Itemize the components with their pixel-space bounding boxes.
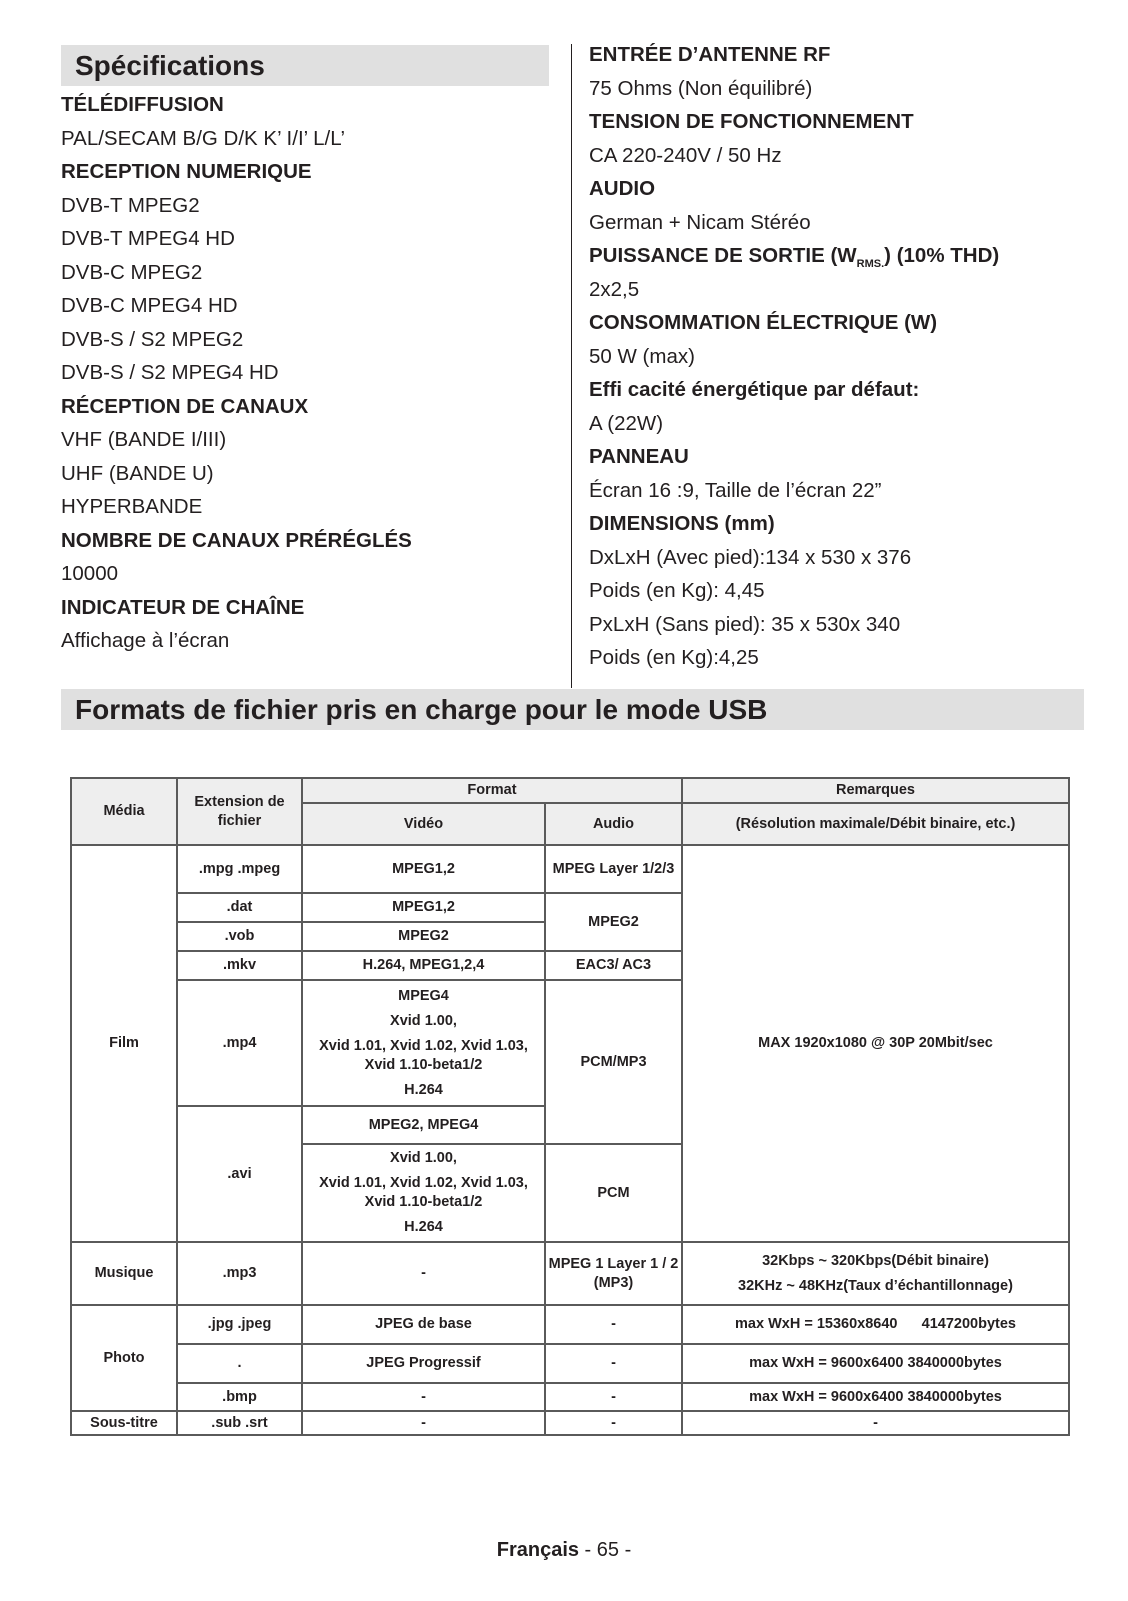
spec-value: PAL/SECAM B/G D/K K’ I/I’ L/L’ xyxy=(61,126,346,150)
header-audio: Audio xyxy=(545,803,682,845)
video-subtitle: - xyxy=(302,1411,545,1435)
remark-film: MAX 1920x1080 @ 30P 20Mbit/sec xyxy=(682,845,1069,1242)
panel-value: Écran 16 :9, Taille de l’écran 22” xyxy=(589,478,882,502)
antenna-value: 75 Ohms (Non équilibré) xyxy=(589,76,813,100)
consumption-value: 50 W (max) xyxy=(589,344,695,368)
dimensions-with-stand: DxLxH (Avec pied):134 x 530 x 376 xyxy=(589,545,912,569)
header-video: Vidéo xyxy=(302,803,545,845)
header-format: Format xyxy=(302,778,682,803)
remark-subtitle: - xyxy=(682,1411,1069,1435)
video-mp4-line: MPEG4 xyxy=(398,987,449,1004)
audio-value: German + Nicam Stéréo xyxy=(589,210,811,234)
spec-label: INDICATEUR DE CHAÎNE xyxy=(61,595,305,619)
voltage-label: TENSION DE FONCTIONNEMENT xyxy=(589,110,914,133)
remark-music-line: 32KHz ~ 48KHz(Taux d’échantillonnage) xyxy=(738,1277,1013,1294)
spec-value: Affichage à l’écran xyxy=(61,629,230,652)
audio-jpg: - xyxy=(545,1305,682,1344)
media-film: Film xyxy=(71,845,177,1242)
extension-bmp: .bmp xyxy=(177,1383,302,1411)
remark-music xyxy=(682,1242,1069,1305)
footer-language: Français xyxy=(496,1539,579,1561)
consumption-label: CONSOMMATION ÉLECTRIQUE (W) xyxy=(589,311,938,334)
specifications-heading: Spécifications xyxy=(61,45,549,86)
remark-progressive: max WxH = 9600x6400 3840000bytes xyxy=(682,1344,1069,1383)
audio-dat-vob: MPEG2 xyxy=(545,893,682,951)
video-avi-line: Xvid 1.00, xyxy=(390,1150,457,1166)
extension-jpg: .jpg .jpeg xyxy=(177,1305,302,1344)
video-vob: MPEG2 xyxy=(302,922,545,951)
video-dat: MPEG1,2 xyxy=(302,893,545,922)
power-output-value: 2x2,5 xyxy=(589,277,640,301)
remark-bmp: max WxH = 9600x6400 3840000bytes xyxy=(682,1383,1069,1411)
spec-value: DVB-C MPEG4 HD xyxy=(61,294,238,317)
video-mkv: H.264, MPEG1,2,4 xyxy=(302,951,545,980)
extension-mp3: .mp3 xyxy=(177,1242,302,1305)
audio-mkv: EAC3/ AC3 xyxy=(545,951,682,980)
media-music: Musique xyxy=(71,1242,177,1305)
media-subtitle: Sous-titre xyxy=(71,1411,177,1435)
video-jpg: JPEG de base xyxy=(302,1305,545,1344)
spec-left-column xyxy=(61,88,541,658)
video-avi-b xyxy=(302,1144,545,1242)
spec-value: DVB-S / S2 MPEG4 HD xyxy=(61,361,279,384)
spec-label: TÉLÉDIFFUSION xyxy=(61,93,224,116)
remark-jpg: max WxH = 15360x8640 4147200bytes xyxy=(682,1305,1069,1344)
voltage-value: CA 220-240V / 50 Hz xyxy=(589,143,782,167)
spec-right-column xyxy=(589,38,1089,675)
spec-value: UHF (BANDE U) xyxy=(61,461,214,485)
power-output-label-a: PUISSANCE DE SORTIE (W xyxy=(589,244,857,267)
spec-label: NOMBRE DE CANAUX PRÉRÉGLÉS xyxy=(61,528,412,552)
remark-music-line: 32Kbps ~ 320Kbps(Débit binaire) xyxy=(762,1252,989,1269)
video-avi-a: MPEG2, MPEG4 xyxy=(302,1106,545,1144)
extension-avi: .avi xyxy=(177,1106,302,1242)
audio-mp4: PCM/MP3 xyxy=(545,980,682,1144)
video-mp4 xyxy=(302,980,545,1106)
audio-progressive: - xyxy=(545,1344,682,1383)
power-output-label xyxy=(589,239,1089,273)
video-mp4-line: H.264 xyxy=(404,1081,443,1098)
spec-value: DVB-T MPEG4 HD xyxy=(61,227,235,250)
header-extension: Extension de fichier xyxy=(177,778,302,845)
power-output-label-sub: RMS. xyxy=(856,258,885,270)
audio-bmp: - xyxy=(545,1383,682,1411)
dimensions-without-stand: PxLxH (Sans pied): 35 x 530x 340 xyxy=(589,612,901,636)
spec-value: DVB-T MPEG2 xyxy=(61,193,200,217)
video-bmp: - xyxy=(302,1383,545,1411)
spec-value: DVB-C MPEG2 xyxy=(61,260,203,284)
video-progressive: JPEG Progressif xyxy=(302,1344,545,1383)
spec-value: HYPERBANDE xyxy=(61,495,203,518)
weight-with-stand: Poids (en Kg): 4,45 xyxy=(589,579,765,602)
antenna-label: ENTRÉE D’ANTENNE RF xyxy=(589,43,831,66)
usb-formats-heading: Formats de fichier pris en charge pour le mode USB xyxy=(61,689,1084,730)
footer-page-number: - 65 - xyxy=(579,1539,632,1561)
usb-formats-table xyxy=(70,777,1070,1436)
extension-mp4: .mp4 xyxy=(177,980,302,1106)
dimensions-label: DIMENSIONS (mm) xyxy=(589,512,775,535)
efficiency-label: Effi cacité énergétique par défaut: xyxy=(589,378,920,401)
audio-subtitle: - xyxy=(545,1411,682,1435)
extension-subtitle: .sub .srt xyxy=(177,1411,302,1435)
spec-value: 10000 xyxy=(61,562,119,585)
audio-avi: PCM xyxy=(545,1144,682,1242)
extension-mpg: .mpg .mpeg xyxy=(177,845,302,893)
spec-label: RECEPTION NUMERIQUE xyxy=(61,160,312,183)
video-avi-line: Xvid 1.01, Xvid 1.02, Xvid 1.03, Xvid 1.10-beta1/2 xyxy=(319,1175,528,1210)
audio-label: AUDIO xyxy=(589,177,656,200)
spec-value: DVB-S / S2 MPEG2 xyxy=(61,327,244,351)
column-divider xyxy=(571,44,572,688)
extension-mkv: .mkv xyxy=(177,951,302,980)
weight-without-stand: Poids (en Kg):4,25 xyxy=(589,646,759,669)
header-media: Média xyxy=(71,778,177,845)
video-mpg: MPEG1,2 xyxy=(302,845,545,893)
extension-progressive: . xyxy=(177,1344,302,1383)
panel-label: PANNEAU xyxy=(589,445,689,468)
extension-vob: .vob xyxy=(177,922,302,951)
audio-mpg: MPEG Layer 1/2/3 xyxy=(545,845,682,893)
spec-value: VHF (BANDE I/III) xyxy=(61,428,227,451)
video-mp3: - xyxy=(302,1242,545,1305)
extension-dat: .dat xyxy=(177,893,302,922)
video-mp4-line: Xvid 1.01, Xvid 1.02, Xvid 1.03, Xvid 1.10-beta1/2 xyxy=(319,1037,528,1073)
media-photo: Photo xyxy=(71,1305,177,1411)
power-output-label-b: ) (10% THD) xyxy=(884,244,1000,267)
video-avi-line: H.264 xyxy=(404,1219,443,1235)
header-remarks: Remarques xyxy=(682,778,1069,803)
audio-mp3: MPEG 1 Layer 1 / 2 (MP3) xyxy=(545,1242,682,1305)
header-remarks-sub: (Résolution maximale/Débit binaire, etc.) xyxy=(682,803,1069,845)
spec-label: RÉCEPTION DE CANAUX xyxy=(61,394,309,418)
page-footer xyxy=(0,1539,1128,1562)
efficiency-value: A (22W) xyxy=(589,411,664,435)
video-mp4-line: Xvid 1.00, xyxy=(390,1012,457,1029)
